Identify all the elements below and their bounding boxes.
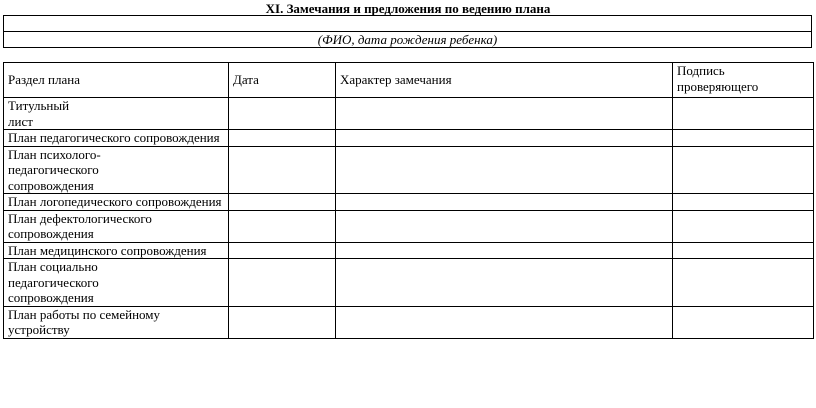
signature-cell[interactable] [673, 259, 814, 307]
table-row [4, 210, 814, 242]
date-cell[interactable] [229, 130, 336, 147]
date-cell[interactable] [229, 210, 336, 242]
signature-cell[interactable] [673, 242, 814, 259]
section-cell [4, 98, 229, 130]
signature-cell[interactable] [673, 210, 814, 242]
fio-caption: (ФИО, дата рождения ребенка) [4, 32, 812, 48]
remark-cell[interactable] [336, 242, 673, 259]
section-label: План социально педагогического сопровождения [8, 259, 99, 305]
table-row [4, 146, 814, 194]
section-label: Титульный лист [8, 98, 70, 129]
signature-cell[interactable] [673, 146, 814, 194]
table-row [4, 259, 814, 307]
remark-cell[interactable] [336, 194, 673, 211]
remarks-table [3, 62, 814, 339]
section-cell [4, 259, 229, 307]
section-cell: План дефектологического сопровождения [4, 210, 229, 242]
table-row [4, 306, 814, 338]
signature-cell[interactable] [673, 130, 814, 147]
remark-cell[interactable] [336, 306, 673, 338]
date-cell[interactable] [229, 306, 336, 338]
table-row [4, 194, 814, 211]
signature-cell[interactable] [673, 306, 814, 338]
date-cell[interactable] [229, 194, 336, 211]
header-signature: Подпись проверяющего [673, 63, 814, 98]
table-header-row [4, 63, 814, 98]
section-cell: План медицинского сопровождения [4, 242, 229, 259]
section-cell [4, 146, 229, 194]
page-title: XI. Замечания и предложения по ведению плана [265, 1, 551, 16]
header-remark: Характер замечания [336, 63, 673, 98]
section-cell: План работы по семейному устройству [4, 306, 229, 338]
table-row [4, 130, 814, 147]
header-date: Дата [229, 63, 336, 98]
signature-cell[interactable] [673, 98, 814, 130]
remark-cell[interactable] [336, 130, 673, 147]
fio-input-cell[interactable] [4, 16, 812, 32]
remark-cell[interactable] [336, 259, 673, 307]
date-cell[interactable] [229, 242, 336, 259]
remark-cell[interactable] [336, 146, 673, 194]
fio-table [3, 15, 812, 48]
header-section: Раздел плана [4, 63, 229, 98]
date-cell[interactable] [229, 146, 336, 194]
date-cell[interactable] [229, 98, 336, 130]
table-row [4, 98, 814, 130]
remark-cell[interactable] [336, 98, 673, 130]
remark-cell[interactable] [336, 210, 673, 242]
signature-cell[interactable] [673, 194, 814, 211]
table-row [4, 242, 814, 259]
section-label: План психолого-педагогического сопровождения [8, 146, 101, 193]
section-cell: План логопедического сопровождения [4, 194, 229, 211]
date-cell[interactable] [229, 259, 336, 307]
section-cell: План педагогического сопровождения [4, 130, 229, 147]
